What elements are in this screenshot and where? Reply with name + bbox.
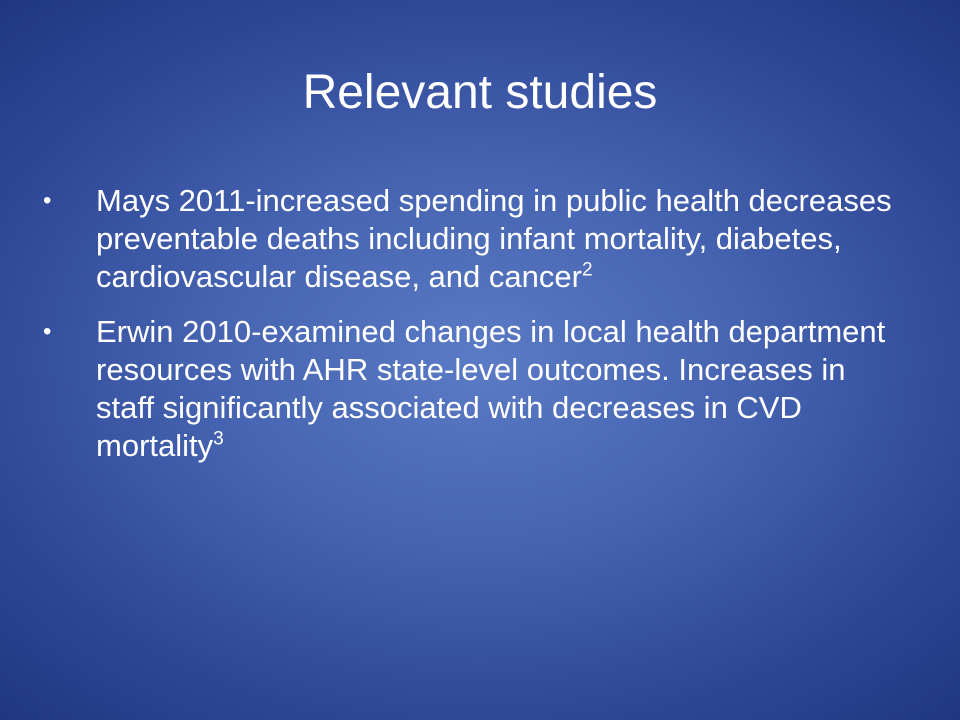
reference-superscript: 3 bbox=[213, 428, 224, 450]
bullet-text: Erwin 2010-examined changes in local health department resources with AHR state-level outcomes. Increases in staff significantly associated with decreases in CVD mortality bbox=[96, 314, 886, 463]
slide-title: Relevant studies bbox=[302, 66, 658, 119]
bullet-text: Mays 2011-increased spending in public health decreases preventable deaths including infant mortality, diabetes, cardiovascular disease, and cancer bbox=[96, 183, 892, 294]
reference-superscript: 2 bbox=[581, 259, 593, 281]
bullet-icon: • bbox=[43, 187, 52, 214]
bullet-list bbox=[43, 182, 896, 482]
bullet-icon: • bbox=[43, 318, 52, 345]
bullet-item-erwin bbox=[43, 313, 896, 465]
bullet-item-mays bbox=[43, 182, 896, 296]
